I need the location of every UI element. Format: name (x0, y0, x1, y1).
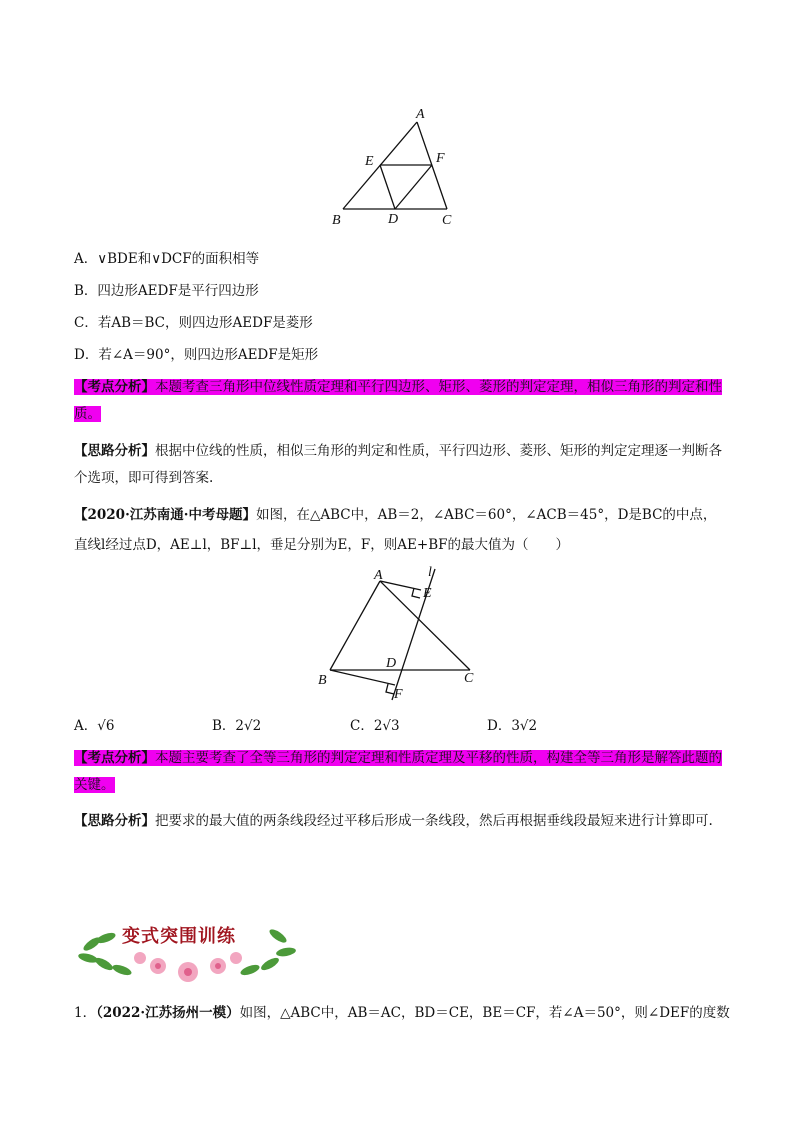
label-d: D (388, 212, 399, 227)
label-a: A (416, 107, 425, 122)
figure-triangle-perpendiculars (310, 562, 490, 707)
label-f2: F (394, 687, 403, 702)
label-a2: A (374, 568, 383, 583)
option-d: D．若∠A＝90°，则四边形AEDF是矩形 (74, 347, 319, 363)
banner-title: 变式突围训练 (122, 926, 236, 947)
label-e2: E (423, 586, 432, 601)
label-b: B (332, 213, 341, 228)
question-3: 1．（2022·江苏扬州一模）如图，△ABC中，AB＝AC，BD＝CE，BE＝CF，若∠A＝50°，则∠DEF的度数 (74, 1005, 730, 1021)
label-l: l (428, 565, 432, 580)
question-2-line-1: 【2020·江苏南通·中考母题】如图，在△ABC中，AB＝2，∠ABC＝60°，∠ACB＝45°，D是BC的中点， (74, 507, 717, 523)
figure-triangle-aedf (325, 100, 475, 232)
question-2-line-2: 直线l经过点D，AE⊥l，BF⊥l，垂足分别为E，F，则AE+BF的最大值为（ ） (74, 537, 569, 553)
q2-option-d: D．3√2 (487, 718, 538, 734)
q2-option-c: C．2√3 (350, 718, 400, 734)
option-b: B．四边形AEDF是平行四边形 (74, 283, 259, 299)
label-f: F (436, 151, 445, 166)
silu-analysis-2: 【思路分析】把要求的最大值的两条线段经过平移后形成一条线段，然后再根据垂线段最短来进行计算即可. (74, 813, 713, 829)
option-c: C．若AB＝BC，则四边形AEDF是菱形 (74, 315, 313, 331)
option-a: A．∨BDE和∨DCF的面积相等 (74, 251, 260, 267)
label-e: E (365, 154, 374, 169)
q2-option-a: A．√6 (74, 718, 115, 734)
label-c2: C (464, 671, 474, 686)
label-d2: D (386, 656, 397, 671)
label-b2: B (318, 673, 327, 688)
q2-option-b: B．2√2 (212, 718, 262, 734)
label-c: C (442, 213, 452, 228)
silu-analysis-1: 【思路分析】根据中位线的性质，相似三角形的判定和性质，平行四边形、菱形、矩形的判定定理逐一判断各个选项，即可得到答案. (74, 443, 722, 486)
kaodian-analysis-2: 【考点分析】本题主要考查了全等三角形的判定定理和性质定理及平移的性质，构建全等三角形是解答此题的关键。 (74, 750, 722, 793)
kaodian-analysis-1: 【考点分析】本题考查三角形中位线性质定理和平行四边形、矩形、菱形的判定定理，相似三角形的判定和性质。 (74, 379, 722, 422)
